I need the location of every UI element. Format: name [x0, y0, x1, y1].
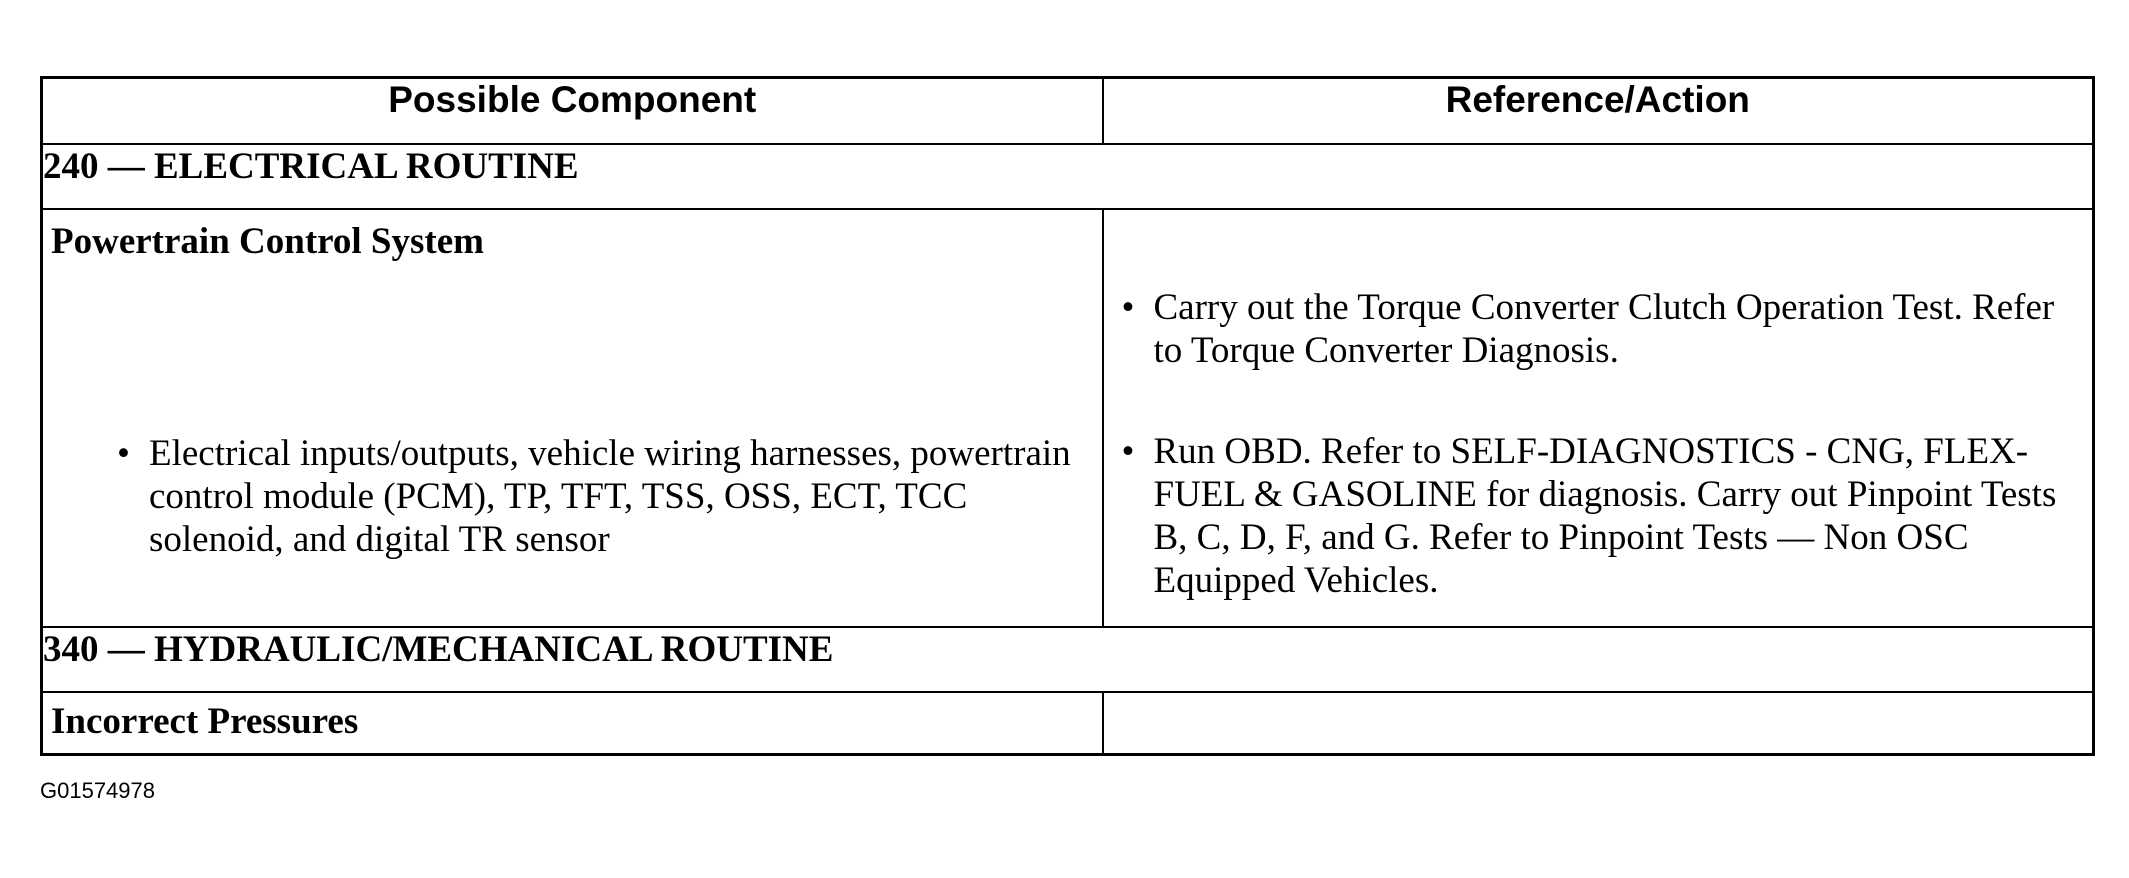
- diagnosis-table: [40, 76, 2095, 756]
- group-title-incorrect-pressures: Incorrect Pressures: [51, 701, 359, 742]
- action-bullet-tcc-text: Carry out the Torque Converter Clutch Operation Test. Refer to Torque Converter Diagnosis.: [1153, 287, 2055, 371]
- action-bullet-obd-text: Run OBD. Refer to SELF-DIAGNOSTICS - CNG, FLEX-FUEL & GASOLINE for diagnosis. Carry out Pinpoint Tests B, C, D, F, and G. Refer to Pinpoint Tests — Non OSC Equipped Vehicles.: [1153, 431, 2057, 601]
- bullet-dot: •: [1121, 287, 1135, 328]
- section-row-hydraulic: [42, 627, 2094, 692]
- action-bullet-obd: [1122, 430, 2082, 602]
- component-cell-incorrect-pressures: [42, 692, 1103, 755]
- diagnosis-sheet: [40, 76, 2092, 756]
- action-bullet-tcc: [1122, 286, 2082, 372]
- header-reference-action: Reference/Action: [1103, 78, 2094, 145]
- component-cell-powertrain: [42, 209, 1103, 627]
- table-row-powertrain: [42, 209, 2094, 627]
- action-cell-incorrect-pressures: [1103, 692, 2094, 755]
- table-row-incorrect-pressures: [42, 692, 2094, 755]
- section-title-electrical: 240 — ELECTRICAL ROUTINE: [42, 144, 2094, 209]
- bullet-dot: •: [117, 433, 130, 474]
- component-bullet-text: Electrical inputs/outputs, vehicle wiring harnesses, powertrain control module (PCM), TP, TFT, TSS, OSS, ECT, TCC solenoid, and digital TR sensor: [149, 433, 1071, 560]
- component-bullet: [117, 432, 1077, 561]
- figure-id: G01574978: [40, 778, 155, 803]
- section-title-hydraulic: 340 — HYDRAULIC/MECHANICAL ROUTINE: [42, 627, 2094, 692]
- section-row-electrical: [42, 144, 2094, 209]
- table-header-row: [42, 78, 2094, 145]
- header-possible-component: Possible Component: [42, 78, 1103, 145]
- group-title-powertrain: Powertrain Control System: [51, 221, 484, 262]
- bullet-dot: •: [1121, 431, 1135, 472]
- action-cell-powertrain: [1103, 209, 2094, 627]
